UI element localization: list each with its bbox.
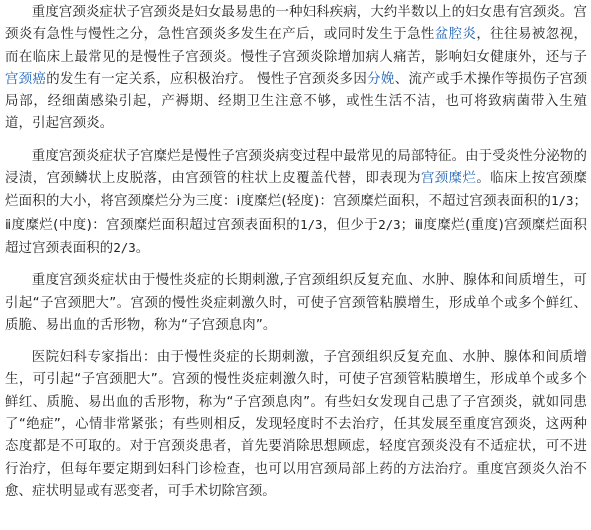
- keyword-link[interactable]: 盆腔炎: [434, 27, 477, 43]
- fraction-text: 2/3: [113, 239, 136, 255]
- paragraph-text: 医院妇科专家指出：由于慢性炎症的长期刺激，子宫颈组织反复充血、水肿、腺体和间质增生，可引起“子宫颈肥大”。宫颈的慢性炎症刺激久时，可使子宫颈管粘膜增生，形成单个或多个鲜红、质脆、易出血的舌形物，称为“子宫颈息肉”。有些妇女发现自己患了子宫颈炎，就如同患了“绝症”，心情非常紧张；有些则相反，发现轻度时不去治疗，任其发展至重度宫颈炎，这两种态度都是不可取的。对于宫颈炎患者，首先要消除思想顾虑，轻度宫颈炎没有不适症状，可不进行治疗，但每年要定期到妇科门诊检查，也可以用宫颈局部上药的方法治疗。重度宫颈炎久治不愈、症状明显或有恶变者，可手术切除宫颈。: [5, 350, 587, 499]
- fraction-text: 2/3: [378, 216, 401, 232]
- keyword-link[interactable]: 宫颈癌: [5, 71, 47, 87]
- keyword-link[interactable]: 宫颈糜烂: [420, 171, 477, 187]
- paragraph-text: 。: [135, 240, 150, 256]
- paragraph-text: 。临床上按宫颈糜烂面积的大小，将宫颈糜烂分为三度：ⅰ度糜烂(轻度)：宫颈糜烂面积，不超过宫颈表面积的: [5, 171, 587, 210]
- paragraph-4: [5, 347, 587, 503]
- paragraph-text: 重度宫颈炎症状由于慢性炎症的长期刺激,子宫颈组织反复充血、水肿、腺体和间质增生，可引起“子宫颈肥大”。宫颈的慢性炎症刺激久时，可使子宫颈管粘膜增生，形成单个或多个鲜红、质脆、易出血的舌形物，称为“子宫颈息肉”。: [5, 273, 587, 333]
- keyword-link[interactable]: 分娩: [367, 71, 395, 87]
- paragraph-3: [5, 270, 587, 337]
- paragraph-text: 的发生有一定关系，应积极治疗。 慢性子宫颈炎多因: [46, 71, 368, 87]
- paragraph-text: ，往往易被忽视，而在临床上最常见的是慢性子宫颈炎。慢性子宫颈炎除增加病人痛苦，影响妇女健康外，还与子: [5, 27, 587, 65]
- fraction-text: 1/3: [551, 193, 574, 209]
- fraction-text: 1/3: [300, 216, 323, 232]
- paragraph-text: 重度宫颈炎症状子宫颈炎是妇女最易患的一种妇科疾病，大约半数以上的妇女患有宫颈炎。宫颈炎有急性与慢性之分，急性宫颈炎多发生在产后，或同时发生于急性: [5, 5, 587, 43]
- paragraph-1: [5, 2, 587, 136]
- paragraph-text: 、流产或手术操作等损伤子宫颈局部，经细菌感染引起，产褥期、经期卫生注意不够，或性生活不洁，也可将致病菌带入生殖道，引起宫颈炎。: [5, 71, 587, 132]
- paragraph-text: ；ⅱ度糜烂(中度)：宫颈糜烂面积超过宫颈表面积的: [5, 194, 587, 233]
- paragraph-text: ，但少于: [322, 217, 379, 233]
- paragraph-2: [5, 146, 587, 260]
- paragraph-text: 重度宫颈炎症状子宫糜烂是慢性子宫颈炎病变过程中最常见的局部特征。由于受炎性分泌物的浸渍，宫颈鳞状上皮脱落，由宫颈管的柱状上皮覆盖代替，即表现为: [5, 148, 587, 187]
- paragraph-text: ；ⅲ度糜烂(重度)宫颈糜烂面积超过宫颈表面积的: [5, 217, 587, 256]
